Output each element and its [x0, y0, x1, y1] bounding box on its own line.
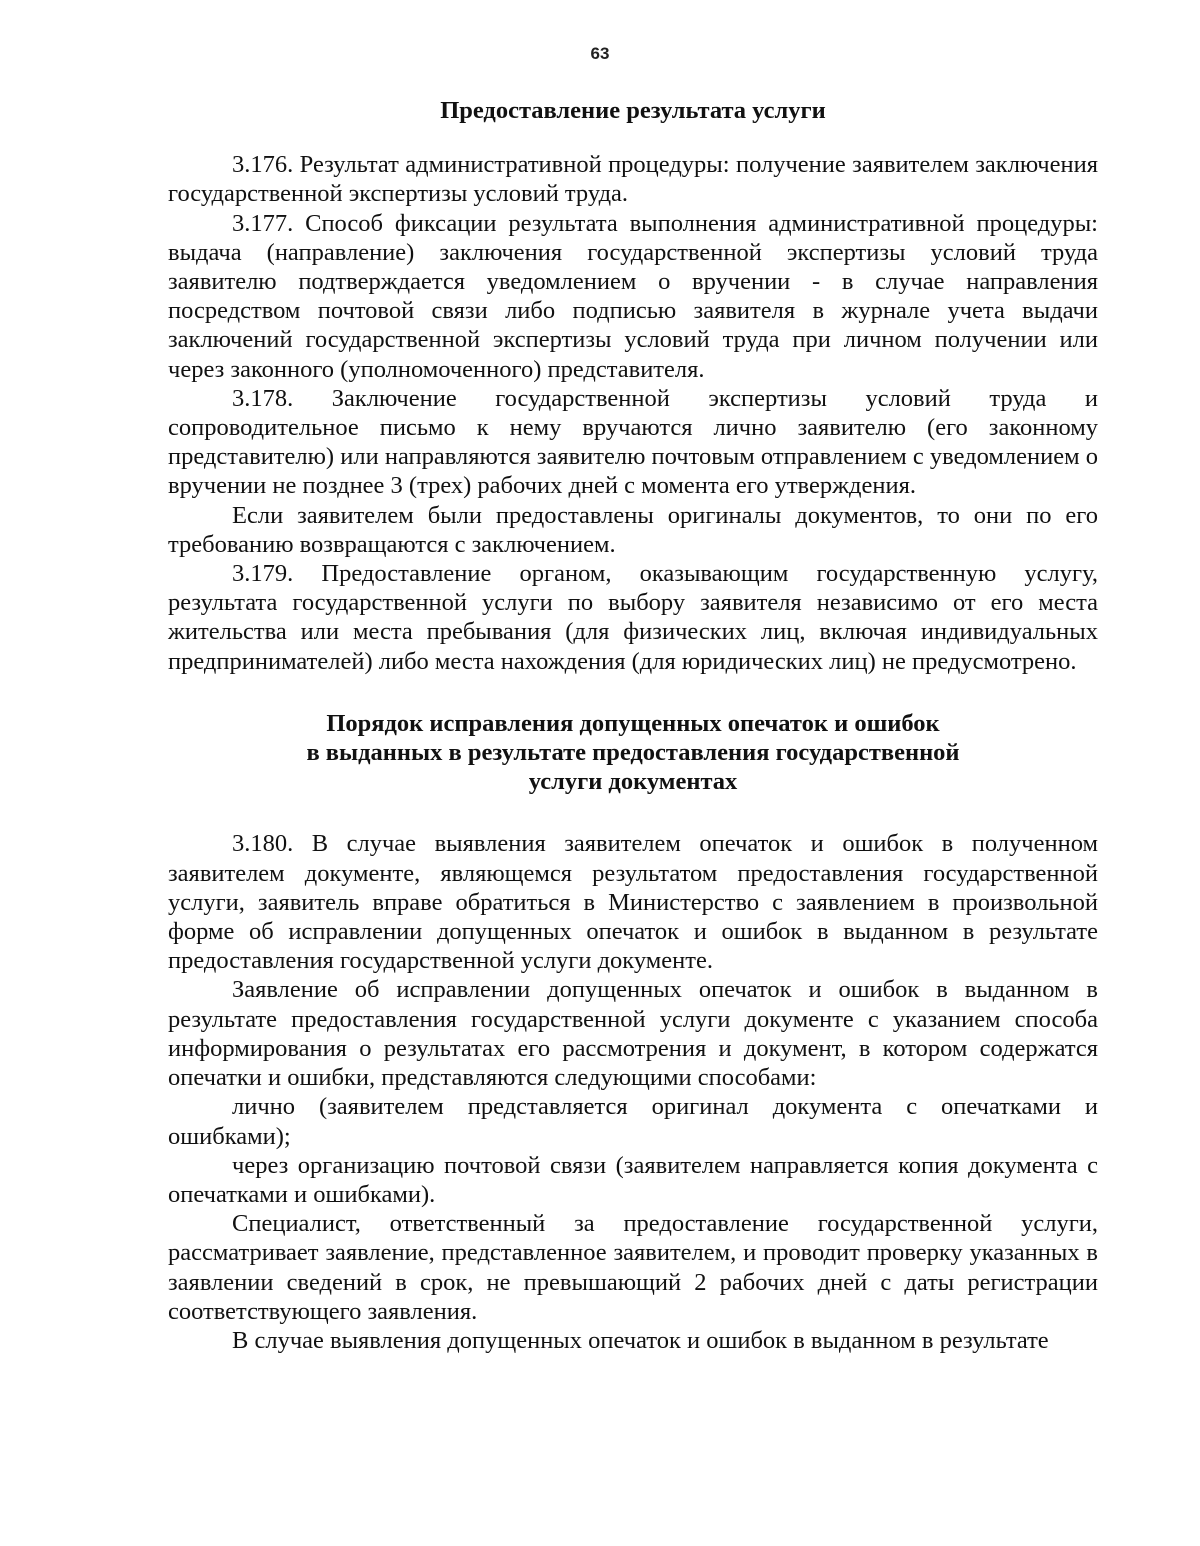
paragraph-3-179: 3.179. Предоставление органом, оказывающим государственную услугу, результата государственной услуги по выбору заявителя независимо от его места жительства или места пребывания (для физических лиц, включая индивидуальных предпринимателей) либо места нахождения (для юридических лиц) не предусмотрено. [168, 560, 1098, 675]
paragraph-3-177: 3.177. Способ фиксации результата выполнения административной процедуры: выдача (направление) заключения государственной экспертизы условий труда заявителю подтверждается уведомлением о вручении - в случае направления посредством почтовой связи либо подписью заявителя в журнале учета выдачи заключений государственной экспертизы условий труда при личном получении или через законного (уполномоченного) представителя. [168, 209, 1098, 383]
paragraph-in-person: лично (заявителем представляется оригинал документа с опечатками и ошибками); [168, 1093, 1098, 1150]
paragraph-originals-returned: Если заявителем были предоставлены оригиналы документов, то они по его требованию возвращаются с заключением. [168, 501, 1098, 558]
page-number: 63 [590, 44, 610, 63]
heading-line-1: Порядок исправления допущенных опечаток и ошибок [326, 709, 940, 737]
paragraph-by-post: через организацию почтовой связи (заявителем направляется копия документа с опечатками и ошибками). [168, 1151, 1098, 1208]
paragraph-3-178: 3.178. Заключение государственной экспертизы условий труда и сопроводительное письмо к нему вручаются лично заявителю (его законному представителю) или направляются заявителю почтовым отправлением с уведомлением о вручении не позднее 3 (трех) рабочих дней с момента его утверждения. [168, 384, 1098, 500]
heading-line-2: в выданных в результате предоставления государственной [306, 739, 960, 767]
paragraph-3-180: 3.180. В случае выявления заявителем опечаток и ошибок в полученном заявителем документе, являющемся результатом предоставления государственной услуги, заявитель вправе обратиться в Министерство с заявлением в произвольной форме об исправлении допущенных опечаток и ошибок в выданном в результате предоставления государственной услуги документе. [168, 830, 1098, 975]
heading-line-3: услуги документах [528, 768, 738, 796]
paragraph-errors-found: В случае выявления допущенных опечаток и ошибок в выданном в результате [232, 1326, 1049, 1354]
paragraph-3-176: 3.176. Результат административной процедуры: получение заявителем заключения государственной экспертизы условий труда. [168, 151, 1098, 208]
document-body [168, 92, 1098, 1355]
paragraph-specialist-review: Специалист, ответственный за предоставление государственной услуги, рассматривает заявление, представленное заявителем, и проводит проверку указанных в заявлении сведений в срок, не превышающий 2 рабочих дней с даты регистрации соответствующего заявления. [168, 1210, 1098, 1325]
paragraph-application-methods: Заявление об исправлении допущенных опечаток и ошибок в выданном в результате предоставления государственной услуги документе с указанием способа информирования о результатах его рассмотрения и документ, в котором содержатся опечатки и ошибки, представляются следующими способами: [168, 976, 1098, 1092]
section-heading-corrections [168, 709, 1098, 797]
section-heading-result: Предоставление результата услуги [440, 97, 826, 124]
